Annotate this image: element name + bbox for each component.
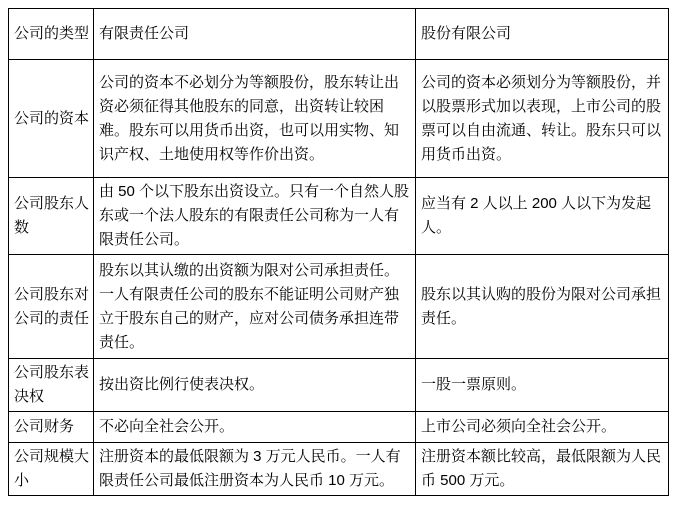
llc-cell: 不必向全社会公开。	[94, 412, 416, 443]
llc-cell: 公司的资本不必划分为等额股份，股东转让出资必须征得其他股东的同意，出资转让较困难。股东可以用货币出资，也可以用实物、知识产权、土地使用权等作价出资。	[94, 60, 416, 178]
jsc-cell: 上市公司必须向全社会公开。	[416, 412, 669, 443]
row-header-cell: 公司财务	[9, 412, 94, 443]
llc-cell: 按出资比例行使表决权。	[94, 359, 416, 412]
llc-cell: 股东以其认缴的出资额为限对公司承担责任。一人有限责任公司的股东不能证明公司财产独立于股东自己的财产，应对公司债务承担连带责任。	[94, 255, 416, 359]
row-header-cell: 公司规模大小	[9, 443, 94, 496]
table-row	[9, 60, 669, 178]
jsc-cell: 应当有 2 人以上 200 人以下为发起人。	[416, 178, 669, 255]
jsc-cell: 股份有限公司	[416, 9, 669, 60]
row-header-cell: 公司股东对公司的责任	[9, 255, 94, 359]
table-row	[9, 359, 669, 412]
table-row	[9, 255, 669, 359]
jsc-cell: 一股一票原则。	[416, 359, 669, 412]
table-row	[9, 178, 669, 255]
jsc-cell: 股东以其认购的股份为限对公司承担责任。	[416, 255, 669, 359]
jsc-cell: 注册资本额比较高，最低限额为人民币 500 万元。	[416, 443, 669, 496]
table-row	[9, 412, 669, 443]
row-header-cell: 公司的资本	[9, 60, 94, 178]
row-header-cell: 公司股东人数	[9, 178, 94, 255]
table-row	[9, 443, 669, 496]
table-row	[9, 9, 669, 60]
row-header-cell: 公司的类型	[9, 9, 94, 60]
row-header-cell: 公司股东表决权	[9, 359, 94, 412]
llc-cell: 有限责任公司	[94, 9, 416, 60]
jsc-cell: 公司的资本必须划分为等额股份，并以股票形式加以表现，上市公司的股票可以自由流通、转让。股东只可以用货币出资。	[416, 60, 669, 178]
company-comparison-table	[8, 8, 669, 496]
llc-cell: 注册资本的最低限额为 3 万元人民币。一人有限责任公司最低注册资本为人民币 10 万元。	[94, 443, 416, 496]
llc-cell: 由 50 个以下股东出资设立。只有一个自然人股东或一个法人股东的有限责任公司称为一人有限责任公司。	[94, 178, 416, 255]
